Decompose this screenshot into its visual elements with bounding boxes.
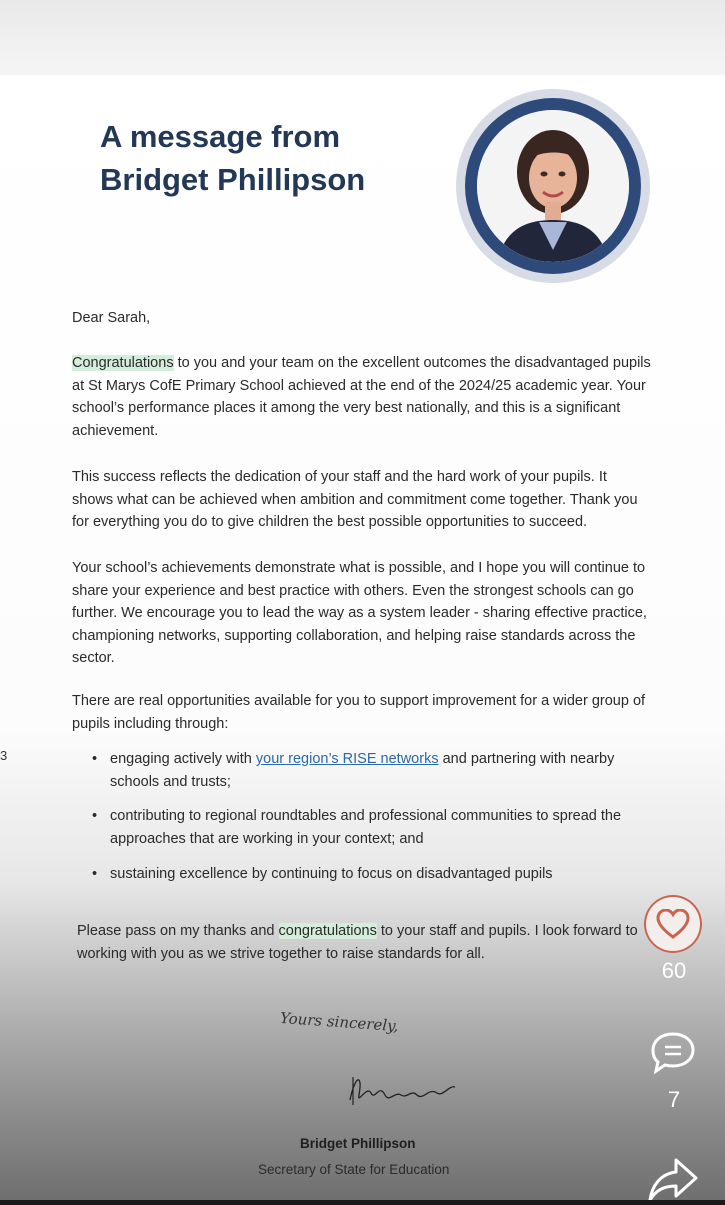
bullet-text: engaging actively with: [110, 751, 256, 767]
heart-icon: [656, 909, 690, 939]
bullet-text: contributing to regional roundtables and professional communities to spread the approaches that are working in your context; and: [110, 808, 622, 847]
like-button[interactable]: [644, 895, 702, 953]
status-area: [0, 0, 725, 80]
bullet: •: [92, 751, 98, 767]
edge-mark: 3: [0, 748, 8, 763]
paragraph-text: Please pass on my thanks and: [77, 923, 279, 939]
letter-image: [0, 75, 725, 1200]
list-item: [92, 863, 652, 886]
bullet-text: and partnering with nearby schools and trusts;: [110, 751, 615, 790]
bullet: •: [92, 866, 98, 882]
paragraph-text: to you and your team on the excellent outcomes the disadvantaged pupils at St Marys CofE Primary School achieved at the end of the 2024/25 academic year. Your school’s performance places it among the very best nationally, and this is a significant achievement.: [72, 355, 651, 439]
closing-handwritten: Yours sincerely,: [279, 1008, 399, 1036]
signer-name: Bridget Phillipson: [300, 1136, 416, 1151]
paragraph-text: to your staff and pupils. I look forward to working with you as we strive together to raise standards for all.: [77, 923, 638, 962]
portrait-frame: [456, 89, 650, 283]
paragraph-achievements: Your school’s achievements demonstrate what is possible, and I hope you will continue to share your experience and best practice with others. Even the strongest schools can go further. We encourage you to lead the way as a system leader - sharing effective practice, championing networks, supporting collaboration, and helping raise standards across the sector.: [72, 560, 647, 666]
list-item: [92, 748, 652, 793]
highlighted-word: Congratulations: [72, 355, 174, 371]
comment-icon: [648, 1028, 698, 1078]
bullet: •: [92, 808, 98, 824]
comment-count: 7: [667, 1087, 681, 1112]
share-icon: [646, 1156, 700, 1200]
signature-image: [345, 1065, 465, 1120]
bullet-text: sustaining excellence by continuing to focus on disadvantaged pupils: [110, 866, 553, 882]
paragraph-thanks: [77, 920, 677, 965]
comment-button[interactable]: [648, 1028, 698, 1078]
title-line-1: A message from: [100, 119, 341, 154]
title-line-2: Bridget Phillipson: [100, 162, 366, 197]
share-button[interactable]: [646, 1156, 700, 1200]
signer-role: Secretary of State for Education: [258, 1162, 450, 1177]
rise-networks-link[interactable]: your region’s RISE networks: [255, 751, 439, 767]
portrait-photo: [477, 110, 629, 262]
paragraph-success: This success reflects the dedication of your staff and the hard work of your pupils. It shows what can be achieved when ambition and commitment come together. Thank you for everything you do to give children the best possible opportunities to succeed.: [72, 469, 638, 530]
salutation: Dear Sarah,: [72, 310, 151, 326]
portrait-inner-ring: [465, 98, 641, 274]
paragraph-congratulations: [72, 352, 652, 442]
letter-title: [100, 115, 440, 201]
like-count: 60: [661, 958, 687, 983]
paragraph-opportunities: There are real opportunities available for you to support improvement for a wider group of pupils including through:: [72, 693, 646, 732]
highlighted-word: congratulations: [278, 923, 377, 939]
list-item: [92, 805, 652, 850]
